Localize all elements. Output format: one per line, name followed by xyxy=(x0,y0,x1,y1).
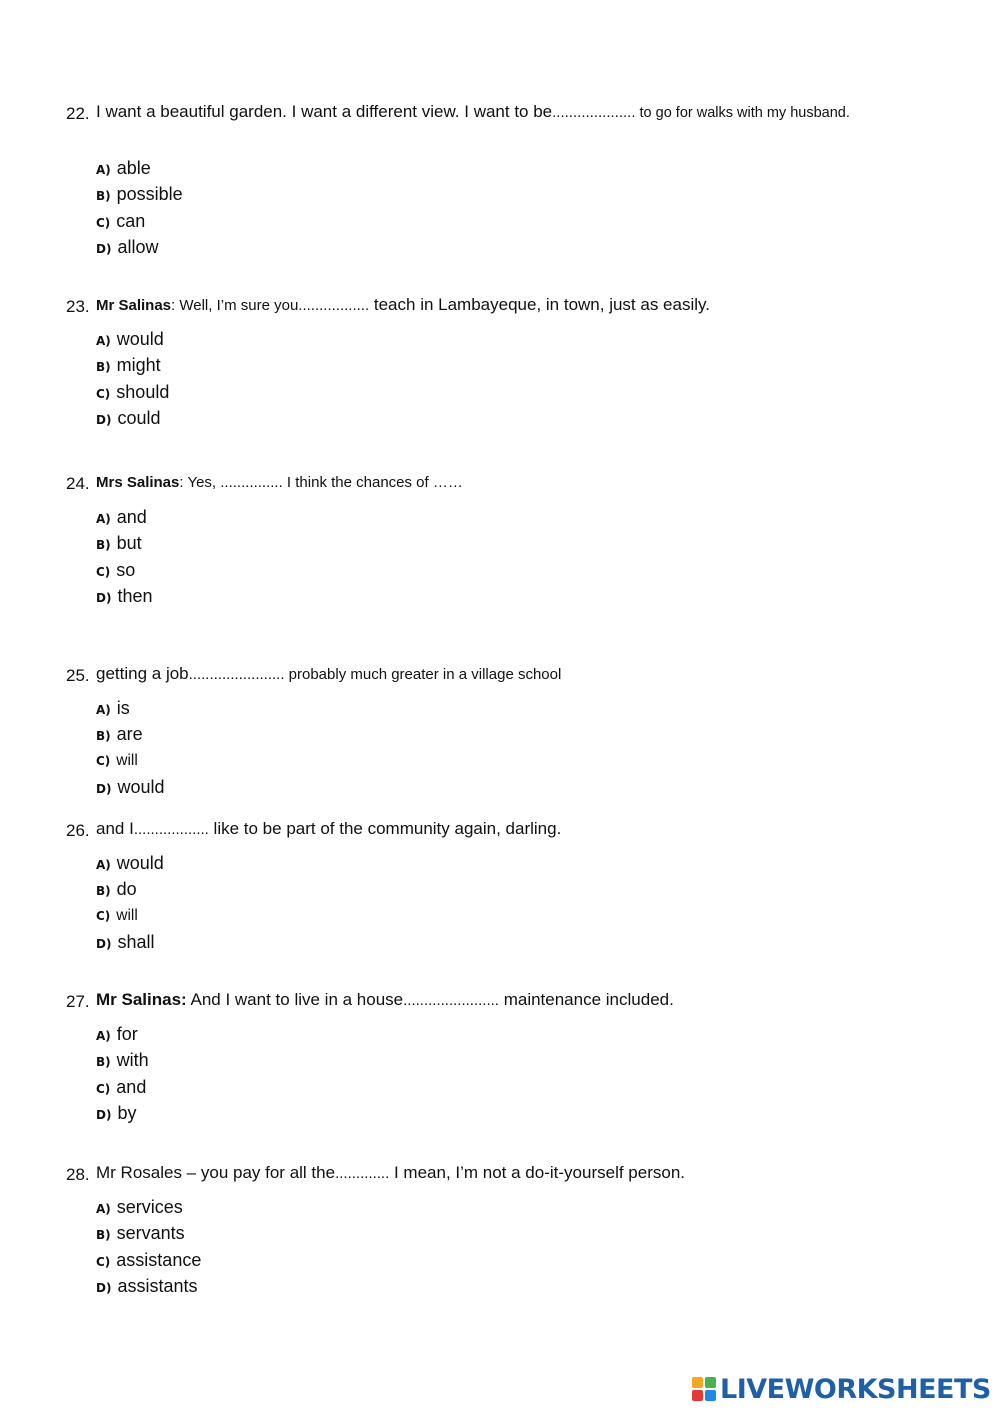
option-text: would xyxy=(116,329,164,349)
question-text-part: to go for walks with my husband. xyxy=(635,105,850,121)
logo-mark-square xyxy=(692,1377,703,1388)
question-text-part: teach in Lambayeque, in town, just as easily. xyxy=(369,295,710,314)
option-text: and xyxy=(116,1076,147,1097)
option-letter: A) xyxy=(96,512,111,526)
question-number: 25. xyxy=(66,666,90,685)
question-text-part: maintenance included. xyxy=(498,990,674,1009)
option-letter: D) xyxy=(96,412,112,427)
option-text: assistance xyxy=(116,1249,202,1270)
answer-option-b[interactable] xyxy=(96,878,137,900)
question-number: 26. xyxy=(66,821,90,840)
question-text-part: getting a job xyxy=(96,664,189,683)
question-text xyxy=(96,663,936,685)
option-letter: A) xyxy=(96,163,111,177)
logo-mark-square xyxy=(705,1377,716,1388)
question-text-part: And I want to live in a house xyxy=(186,990,404,1009)
question-text xyxy=(96,818,936,840)
answer-option-c[interactable] xyxy=(96,750,138,772)
logo-text: LIVEWORKSHEETS xyxy=(720,1373,991,1405)
option-letter: B) xyxy=(96,538,111,553)
option-text: do xyxy=(116,879,137,900)
option-letter: C) xyxy=(96,564,111,579)
question-text-part: Mr Salinas: xyxy=(96,990,187,1009)
option-letter: B) xyxy=(96,189,111,204)
answer-option-b[interactable] xyxy=(96,183,183,205)
answer-option-d[interactable] xyxy=(96,1275,198,1297)
option-letter: D) xyxy=(96,936,112,951)
question-number: 24. xyxy=(66,474,90,493)
option-letter: D) xyxy=(96,590,112,605)
question-text-part: ................. xyxy=(298,297,370,314)
answer-option-a[interactable] xyxy=(96,328,164,350)
answer-option-c[interactable] xyxy=(96,381,169,403)
option-text: will xyxy=(116,751,138,769)
answer-option-b[interactable] xyxy=(96,723,143,745)
logo-mark-square xyxy=(692,1390,703,1401)
question-number: 22. xyxy=(66,104,90,123)
question-text-part: .................. xyxy=(133,821,209,838)
option-letter: D) xyxy=(96,781,112,796)
option-letter: B) xyxy=(96,729,111,744)
option-letter: C) xyxy=(96,1081,111,1096)
option-letter: D) xyxy=(96,1280,112,1295)
question-number: 28. xyxy=(66,1165,90,1184)
option-letter: C) xyxy=(96,1254,111,1269)
option-letter: B) xyxy=(96,1228,111,1243)
question-text-part: ....................... probably much greater in a village school xyxy=(188,666,562,683)
question-number: 23. xyxy=(66,297,90,316)
question-text-part: ....................... xyxy=(403,992,499,1009)
question-stem xyxy=(66,663,936,685)
question-text xyxy=(96,101,936,124)
question-stem xyxy=(66,471,936,493)
question-stem xyxy=(66,1162,936,1184)
option-text: might xyxy=(116,355,161,376)
answer-option-d[interactable] xyxy=(96,585,153,607)
question-text-part: Mrs Salinas xyxy=(96,474,180,491)
option-text: should xyxy=(116,381,170,402)
answer-option-c[interactable] xyxy=(96,1076,146,1098)
option-letter: B) xyxy=(96,360,111,375)
option-letter: D) xyxy=(96,1107,112,1122)
question-text-part: ............. xyxy=(335,1165,390,1182)
answer-option-a[interactable] xyxy=(96,697,130,719)
option-text: can xyxy=(116,210,146,231)
option-text: is xyxy=(116,698,130,718)
liveworksheets-logo xyxy=(692,1374,991,1404)
answer-option-a[interactable] xyxy=(96,1023,138,1045)
answer-option-d[interactable] xyxy=(96,1102,136,1124)
option-letter: C) xyxy=(96,386,111,401)
answer-option-c[interactable] xyxy=(96,559,135,581)
option-text: could xyxy=(117,407,161,428)
option-text: able xyxy=(116,158,151,178)
question-text-part: I mean, I’m not a do-it-yourself person. xyxy=(389,1163,685,1182)
question-text-part: like to be part of the community again, darling. xyxy=(208,819,562,838)
question-stem xyxy=(66,818,936,840)
option-text: services xyxy=(116,1197,183,1217)
option-letter: B) xyxy=(96,1055,111,1070)
question-number: 27. xyxy=(66,992,90,1011)
question-stem xyxy=(66,101,936,124)
option-text: will xyxy=(116,906,138,924)
logo-mark-icon xyxy=(692,1377,716,1401)
logo-mark-square xyxy=(705,1390,716,1401)
answer-option-d[interactable] xyxy=(96,236,158,258)
answer-option-c[interactable] xyxy=(96,210,145,232)
option-text: with xyxy=(116,1050,149,1071)
option-text: and xyxy=(116,507,147,527)
question-text xyxy=(96,294,936,316)
answer-option-a[interactable] xyxy=(96,157,151,179)
option-text: so xyxy=(116,559,136,580)
answer-option-b[interactable] xyxy=(96,532,142,554)
option-text: possible xyxy=(116,184,183,205)
option-text: allow xyxy=(117,236,159,257)
option-text: but xyxy=(116,533,142,554)
option-letter: C) xyxy=(96,215,111,230)
question-text-part: I want a beautiful garden. I want a different view. I want to be xyxy=(96,102,553,121)
answer-option-d[interactable] xyxy=(96,776,164,798)
answer-option-b[interactable] xyxy=(96,1222,185,1244)
option-letter: A) xyxy=(96,703,111,717)
answer-option-d[interactable] xyxy=(96,407,160,429)
answer-option-a[interactable] xyxy=(96,506,147,528)
option-letter: A) xyxy=(96,334,111,348)
question-text-part: Mr Salinas xyxy=(96,297,172,314)
question-text xyxy=(96,1162,936,1184)
answer-option-c[interactable] xyxy=(96,905,138,927)
question-stem xyxy=(66,294,936,316)
question-text-part: Mr Rosales – you pay for all the xyxy=(96,1163,336,1182)
option-letter: A) xyxy=(96,1202,111,1216)
option-letter: B) xyxy=(96,884,111,899)
question-text xyxy=(96,989,936,1011)
answer-option-a[interactable] xyxy=(96,1196,183,1218)
option-letter: D) xyxy=(96,241,112,256)
option-letter: A) xyxy=(96,1029,111,1043)
question-stem xyxy=(66,989,936,1011)
option-text: servants xyxy=(116,1223,185,1244)
answer-option-b[interactable] xyxy=(96,1049,149,1071)
option-text: are xyxy=(116,724,143,745)
option-text: would xyxy=(116,853,164,873)
option-text: by xyxy=(117,1102,137,1123)
answer-option-a[interactable] xyxy=(96,852,164,874)
option-text: would xyxy=(117,776,165,797)
answer-option-d[interactable] xyxy=(96,931,154,953)
answer-option-b[interactable] xyxy=(96,354,161,376)
option-text: then xyxy=(117,585,153,606)
option-text: for xyxy=(116,1024,138,1044)
option-letter: C) xyxy=(96,908,111,923)
option-text: shall xyxy=(117,931,155,952)
option-text: assistants xyxy=(117,1275,198,1296)
question-text-part: : Well, I’m sure you xyxy=(171,297,299,314)
question-text-part: .................... xyxy=(552,104,636,121)
question-text-part: and I xyxy=(96,819,134,838)
option-letter: A) xyxy=(96,858,111,872)
question-text-part: : Yes, ............... I think the chances of …… xyxy=(179,474,463,491)
question-text xyxy=(96,471,936,493)
option-letter: C) xyxy=(96,753,111,768)
answer-option-c[interactable] xyxy=(96,1249,201,1271)
